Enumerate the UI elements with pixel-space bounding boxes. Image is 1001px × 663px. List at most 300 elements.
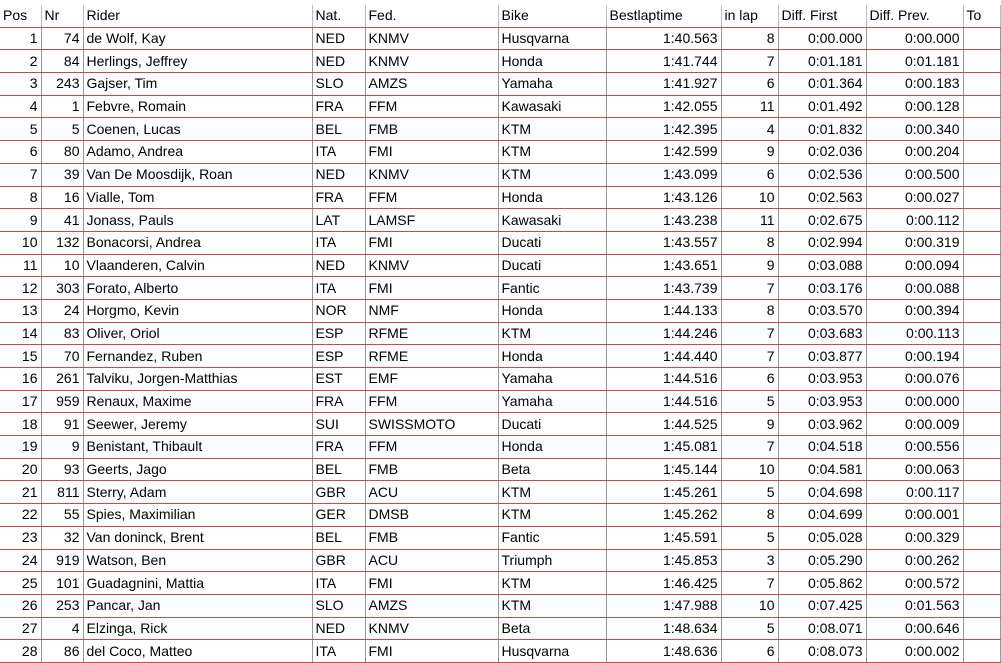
cell-nat: SLO: [312, 73, 365, 96]
cell-diff-first: 0:05.862: [778, 572, 866, 595]
cell-fed: FMI: [365, 141, 498, 164]
col-pos-header: Pos: [0, 5, 41, 27]
cell-nr: 132: [41, 231, 83, 254]
cell-diff-prev: 0:00.001: [866, 504, 963, 527]
cell-to: [963, 640, 1000, 663]
cell-rider: Benistant, Thibault: [83, 436, 312, 459]
cell-bestlaptime: 1:44.525: [606, 413, 721, 436]
cell-to: [963, 186, 1000, 209]
cell-to: [963, 481, 1000, 504]
cell-diff-first: 0:05.290: [778, 549, 866, 572]
cell-diff-first: 0:03.962: [778, 413, 866, 436]
cell-bestlaptime: 1:45.261: [606, 481, 721, 504]
cell-nat: NED: [312, 163, 365, 186]
cell-bike: Yamaha: [498, 390, 606, 413]
cell-diff-prev: 0:00.500: [866, 163, 963, 186]
cell-nr: 80: [41, 141, 83, 164]
cell-pos: 3: [0, 73, 41, 96]
cell-in-lap: 7: [721, 277, 778, 300]
table-row: [0, 390, 1000, 413]
col-to-header: To: [963, 5, 1000, 27]
cell-pos: 1: [0, 27, 41, 50]
cell-bike: Ducati: [498, 254, 606, 277]
cell-fed: FFM: [365, 436, 498, 459]
cell-to: [963, 50, 1000, 73]
cell-nat: NED: [312, 27, 365, 50]
cell-to: [963, 436, 1000, 459]
cell-bestlaptime: 1:43.238: [606, 209, 721, 232]
cell-diff-prev: 0:01.563: [866, 594, 963, 617]
cell-fed: DMSB: [365, 504, 498, 527]
cell-nat: LAT: [312, 209, 365, 232]
cell-diff-prev: 0:00.088: [866, 277, 963, 300]
cell-in-lap: 8: [721, 27, 778, 50]
cell-diff-prev: 0:00.000: [866, 390, 963, 413]
cell-nat: FRA: [312, 186, 365, 209]
cell-in-lap: 9: [721, 254, 778, 277]
cell-to: [963, 368, 1000, 391]
cell-rider: Fernandez, Ruben: [83, 345, 312, 368]
cell-diff-prev: 0:00.094: [866, 254, 963, 277]
cell-in-lap: 6: [721, 640, 778, 663]
cell-nat: FRA: [312, 95, 365, 118]
cell-fed: FMI: [365, 231, 498, 254]
table-row: [0, 368, 1000, 391]
cell-bike: KTM: [498, 481, 606, 504]
cell-rider: Jonass, Pauls: [83, 209, 312, 232]
cell-in-lap: 7: [721, 572, 778, 595]
cell-bestlaptime: 1:45.081: [606, 436, 721, 459]
cell-diff-first: 0:04.518: [778, 436, 866, 459]
cell-to: [963, 549, 1000, 572]
cell-fed: ACU: [365, 481, 498, 504]
cell-in-lap: 5: [721, 481, 778, 504]
cell-diff-first: 0:02.563: [778, 186, 866, 209]
cell-diff-first: 0:03.683: [778, 322, 866, 345]
cell-bestlaptime: 1:47.988: [606, 594, 721, 617]
cell-rider: Geerts, Jago: [83, 458, 312, 481]
cell-diff-prev: 0:00.076: [866, 368, 963, 391]
table-row: [0, 322, 1000, 345]
cell-rider: Spies, Maximilian: [83, 504, 312, 527]
cell-nr: 32: [41, 526, 83, 549]
cell-rider: Febvre, Romain: [83, 95, 312, 118]
table-row: [0, 413, 1000, 436]
cell-nat: SLO: [312, 594, 365, 617]
cell-bestlaptime: 1:43.651: [606, 254, 721, 277]
col-fed-header: Fed.: [365, 5, 498, 27]
cell-diff-prev: 0:00.329: [866, 526, 963, 549]
cell-diff-first: 0:01.181: [778, 50, 866, 73]
cell-nr: 1: [41, 95, 83, 118]
cell-nat: ITA: [312, 277, 365, 300]
cell-diff-first: 0:03.570: [778, 299, 866, 322]
cell-rider: Pancar, Jan: [83, 594, 312, 617]
cell-bestlaptime: 1:48.636: [606, 640, 721, 663]
cell-pos: 18: [0, 413, 41, 436]
cell-nr: 919: [41, 549, 83, 572]
cell-to: [963, 163, 1000, 186]
col-bike-header: Bike: [498, 5, 606, 27]
cell-nat: FRA: [312, 390, 365, 413]
table-row: [0, 163, 1000, 186]
cell-fed: FFM: [365, 95, 498, 118]
cell-nr: 959: [41, 390, 83, 413]
cell-bike: Honda: [498, 436, 606, 459]
cell-diff-first: 0:08.071: [778, 617, 866, 640]
cell-to: [963, 458, 1000, 481]
table-row: [0, 118, 1000, 141]
cell-nat: ITA: [312, 231, 365, 254]
cell-diff-first: 0:01.492: [778, 95, 866, 118]
cell-bestlaptime: 1:45.853: [606, 549, 721, 572]
cell-bestlaptime: 1:45.591: [606, 526, 721, 549]
cell-bestlaptime: 1:44.516: [606, 390, 721, 413]
cell-pos: 26: [0, 594, 41, 617]
cell-pos: 7: [0, 163, 41, 186]
cell-in-lap: 3: [721, 549, 778, 572]
cell-rider: Herlings, Jeffrey: [83, 50, 312, 73]
cell-nr: 5: [41, 118, 83, 141]
cell-nr: 101: [41, 572, 83, 595]
cell-nr: 253: [41, 594, 83, 617]
table-row: [0, 526, 1000, 549]
cell-pos: 12: [0, 277, 41, 300]
cell-nat: BEL: [312, 118, 365, 141]
cell-bike: Husqvarna: [498, 640, 606, 663]
cell-fed: ACU: [365, 549, 498, 572]
cell-bike: Kawasaki: [498, 95, 606, 118]
cell-fed: FMB: [365, 458, 498, 481]
cell-diff-prev: 0:00.117: [866, 481, 963, 504]
cell-nr: 84: [41, 50, 83, 73]
cell-pos: 8: [0, 186, 41, 209]
cell-pos: 19: [0, 436, 41, 459]
cell-in-lap: 6: [721, 368, 778, 391]
col-nat-header: Nat.: [312, 5, 365, 27]
cell-bike: Fantic: [498, 277, 606, 300]
cell-diff-prev: 0:00.113: [866, 322, 963, 345]
cell-nr: 39: [41, 163, 83, 186]
cell-pos: 17: [0, 390, 41, 413]
cell-diff-prev: 0:00.002: [866, 640, 963, 663]
cell-bike: Fantic: [498, 526, 606, 549]
cell-diff-prev: 0:00.340: [866, 118, 963, 141]
cell-rider: Van De Moosdijk, Roan: [83, 163, 312, 186]
cell-nr: 86: [41, 640, 83, 663]
cell-in-lap: 9: [721, 413, 778, 436]
cell-diff-prev: 0:00.000: [866, 27, 963, 50]
cell-diff-prev: 0:00.009: [866, 413, 963, 436]
table-row: [0, 277, 1000, 300]
cell-bestlaptime: 1:43.126: [606, 186, 721, 209]
cell-nat: ITA: [312, 141, 365, 164]
cell-to: [963, 73, 1000, 96]
table-row: [0, 345, 1000, 368]
cell-diff-first: 0:03.877: [778, 345, 866, 368]
cell-bike: Honda: [498, 299, 606, 322]
cell-bestlaptime: 1:41.744: [606, 50, 721, 73]
col-bestlaptime-header: Bestlaptime: [606, 5, 721, 27]
cell-in-lap: 10: [721, 186, 778, 209]
table-header-row: [0, 5, 1000, 27]
table-row: [0, 436, 1000, 459]
cell-in-lap: 4: [721, 118, 778, 141]
cell-to: [963, 617, 1000, 640]
cell-diff-first: 0:02.675: [778, 209, 866, 232]
cell-bike: KTM: [498, 504, 606, 527]
cell-fed: KNMV: [365, 163, 498, 186]
cell-diff-first: 0:08.073: [778, 640, 866, 663]
cell-to: [963, 95, 1000, 118]
cell-in-lap: 6: [721, 73, 778, 96]
cell-diff-prev: 0:00.646: [866, 617, 963, 640]
cell-fed: AMZS: [365, 73, 498, 96]
cell-to: [963, 277, 1000, 300]
cell-bestlaptime: 1:42.599: [606, 141, 721, 164]
cell-bestlaptime: 1:40.563: [606, 27, 721, 50]
cell-rider: Bonacorsi, Andrea: [83, 231, 312, 254]
cell-to: [963, 254, 1000, 277]
cell-in-lap: 7: [721, 345, 778, 368]
cell-nr: 10: [41, 254, 83, 277]
cell-bike: Husqvarna: [498, 27, 606, 50]
cell-nr: 16: [41, 186, 83, 209]
cell-bike: Kawasaki: [498, 209, 606, 232]
cell-bike: KTM: [498, 594, 606, 617]
cell-nat: NED: [312, 254, 365, 277]
cell-nr: 83: [41, 322, 83, 345]
cell-bike: Ducati: [498, 413, 606, 436]
cell-rider: Sterry, Adam: [83, 481, 312, 504]
cell-nr: 74: [41, 27, 83, 50]
cell-bike: Honda: [498, 50, 606, 73]
cell-pos: 21: [0, 481, 41, 504]
cell-rider: Guadagnini, Mattia: [83, 572, 312, 595]
cell-fed: FMB: [365, 526, 498, 549]
table-row: [0, 549, 1000, 572]
cell-bike: Beta: [498, 458, 606, 481]
cell-to: [963, 572, 1000, 595]
cell-rider: Talviku, Jorgen-Matthias: [83, 368, 312, 391]
cell-nat: NOR: [312, 299, 365, 322]
cell-diff-first: 0:02.036: [778, 141, 866, 164]
cell-diff-first: 0:03.953: [778, 368, 866, 391]
cell-rider: Coenen, Lucas: [83, 118, 312, 141]
cell-fed: KNMV: [365, 254, 498, 277]
cell-to: [963, 390, 1000, 413]
cell-bestlaptime: 1:42.055: [606, 95, 721, 118]
cell-bike: Ducati: [498, 231, 606, 254]
cell-fed: RFME: [365, 322, 498, 345]
cell-diff-first: 0:01.832: [778, 118, 866, 141]
table-row: [0, 640, 1000, 663]
cell-bestlaptime: 1:48.634: [606, 617, 721, 640]
cell-rider: de Wolf, Kay: [83, 27, 312, 50]
cell-to: [963, 209, 1000, 232]
cell-diff-prev: 0:00.556: [866, 436, 963, 459]
cell-nat: GBR: [312, 549, 365, 572]
cell-fed: EMF: [365, 368, 498, 391]
cell-pos: 15: [0, 345, 41, 368]
cell-rider: Renaux, Maxime: [83, 390, 312, 413]
cell-bike: Honda: [498, 345, 606, 368]
cell-bestlaptime: 1:44.133: [606, 299, 721, 322]
cell-diff-prev: 0:00.128: [866, 95, 963, 118]
cell-bike: Yamaha: [498, 73, 606, 96]
cell-nr: 41: [41, 209, 83, 232]
col-rider-header: Rider: [83, 5, 312, 27]
cell-to: [963, 231, 1000, 254]
cell-diff-first: 0:02.536: [778, 163, 866, 186]
cell-fed: FMI: [365, 277, 498, 300]
cell-to: [963, 504, 1000, 527]
cell-pos: 22: [0, 504, 41, 527]
cell-fed: FMB: [365, 118, 498, 141]
cell-bestlaptime: 1:46.425: [606, 572, 721, 595]
cell-nat: NED: [312, 617, 365, 640]
cell-nat: EST: [312, 368, 365, 391]
cell-bike: Yamaha: [498, 368, 606, 391]
cell-bike: KTM: [498, 141, 606, 164]
col-diff-first-header: Diff. First: [778, 5, 866, 27]
cell-fed: KNMV: [365, 617, 498, 640]
cell-pos: 11: [0, 254, 41, 277]
cell-pos: 10: [0, 231, 41, 254]
cell-diff-first: 0:04.581: [778, 458, 866, 481]
cell-rider: Watson, Ben: [83, 549, 312, 572]
cell-bestlaptime: 1:42.395: [606, 118, 721, 141]
cell-bestlaptime: 1:43.557: [606, 231, 721, 254]
table-row: [0, 481, 1000, 504]
cell-fed: LAMSF: [365, 209, 498, 232]
cell-pos: 16: [0, 368, 41, 391]
cell-rider: Gajser, Tim: [83, 73, 312, 96]
cell-pos: 6: [0, 141, 41, 164]
cell-in-lap: 5: [721, 390, 778, 413]
cell-pos: 9: [0, 209, 41, 232]
cell-rider: Elzinga, Rick: [83, 617, 312, 640]
cell-in-lap: 9: [721, 141, 778, 164]
cell-diff-first: 0:04.698: [778, 481, 866, 504]
cell-in-lap: 5: [721, 617, 778, 640]
cell-rider: Adamo, Andrea: [83, 141, 312, 164]
cell-fed: FMI: [365, 640, 498, 663]
cell-nr: 70: [41, 345, 83, 368]
cell-pos: 2: [0, 50, 41, 73]
cell-bestlaptime: 1:43.739: [606, 277, 721, 300]
cell-diff-prev: 0:00.112: [866, 209, 963, 232]
cell-fed: FMI: [365, 572, 498, 595]
cell-fed: KNMV: [365, 50, 498, 73]
cell-diff-first: 0:04.699: [778, 504, 866, 527]
table-row: [0, 458, 1000, 481]
cell-nat: GER: [312, 504, 365, 527]
cell-to: [963, 345, 1000, 368]
cell-diff-prev: 0:00.572: [866, 572, 963, 595]
cell-bike: KTM: [498, 322, 606, 345]
table-row: [0, 95, 1000, 118]
cell-bike: KTM: [498, 163, 606, 186]
cell-pos: 27: [0, 617, 41, 640]
cell-nat: ITA: [312, 640, 365, 663]
cell-bestlaptime: 1:44.246: [606, 322, 721, 345]
table-row: [0, 141, 1000, 164]
cell-in-lap: 6: [721, 163, 778, 186]
table-row: [0, 27, 1000, 50]
cell-pos: 5: [0, 118, 41, 141]
cell-pos: 13: [0, 299, 41, 322]
cell-fed: FFM: [365, 390, 498, 413]
cell-diff-first: 0:03.088: [778, 254, 866, 277]
table-row: [0, 209, 1000, 232]
cell-in-lap: 7: [721, 50, 778, 73]
cell-fed: FFM: [365, 186, 498, 209]
cell-diff-first: 0:03.176: [778, 277, 866, 300]
cell-fed: AMZS: [365, 594, 498, 617]
cell-pos: 14: [0, 322, 41, 345]
cell-to: [963, 299, 1000, 322]
table-body: [0, 27, 1000, 662]
cell-pos: 23: [0, 526, 41, 549]
cell-diff-first: 0:03.953: [778, 390, 866, 413]
table-row: [0, 504, 1000, 527]
cell-diff-prev: 0:00.319: [866, 231, 963, 254]
cell-diff-prev: 0:00.027: [866, 186, 963, 209]
results-table: [0, 5, 1001, 663]
cell-diff-first: 0:00.000: [778, 27, 866, 50]
cell-diff-prev: 0:00.262: [866, 549, 963, 572]
cell-rider: Seewer, Jeremy: [83, 413, 312, 436]
cell-in-lap: 11: [721, 95, 778, 118]
cell-bestlaptime: 1:44.516: [606, 368, 721, 391]
cell-bike: KTM: [498, 572, 606, 595]
cell-nat: BEL: [312, 526, 365, 549]
cell-in-lap: 10: [721, 458, 778, 481]
cell-bestlaptime: 1:45.262: [606, 504, 721, 527]
cell-rider: del Coco, Matteo: [83, 640, 312, 663]
cell-bestlaptime: 1:41.927: [606, 73, 721, 96]
cell-nr: 243: [41, 73, 83, 96]
cell-diff-prev: 0:00.394: [866, 299, 963, 322]
col-in-lap-header: in lap: [721, 5, 778, 27]
table-row: [0, 186, 1000, 209]
col-diff-prev-header: Diff. Prev.: [866, 5, 963, 27]
cell-to: [963, 526, 1000, 549]
cell-in-lap: 8: [721, 231, 778, 254]
cell-fed: NMF: [365, 299, 498, 322]
table-row: [0, 231, 1000, 254]
cell-nr: 55: [41, 504, 83, 527]
table-row: [0, 594, 1000, 617]
cell-in-lap: 11: [721, 209, 778, 232]
table-row: [0, 254, 1000, 277]
cell-fed: KNMV: [365, 27, 498, 50]
cell-in-lap: 8: [721, 299, 778, 322]
cell-diff-first: 0:05.028: [778, 526, 866, 549]
cell-bike: Triumph: [498, 549, 606, 572]
cell-nr: 261: [41, 368, 83, 391]
cell-diff-first: 0:07.425: [778, 594, 866, 617]
cell-nat: SUI: [312, 413, 365, 436]
cell-in-lap: 5: [721, 526, 778, 549]
cell-pos: 28: [0, 640, 41, 663]
cell-to: [963, 413, 1000, 436]
cell-nat: FRA: [312, 436, 365, 459]
cell-to: [963, 118, 1000, 141]
cell-bike: KTM: [498, 118, 606, 141]
cell-nr: 93: [41, 458, 83, 481]
